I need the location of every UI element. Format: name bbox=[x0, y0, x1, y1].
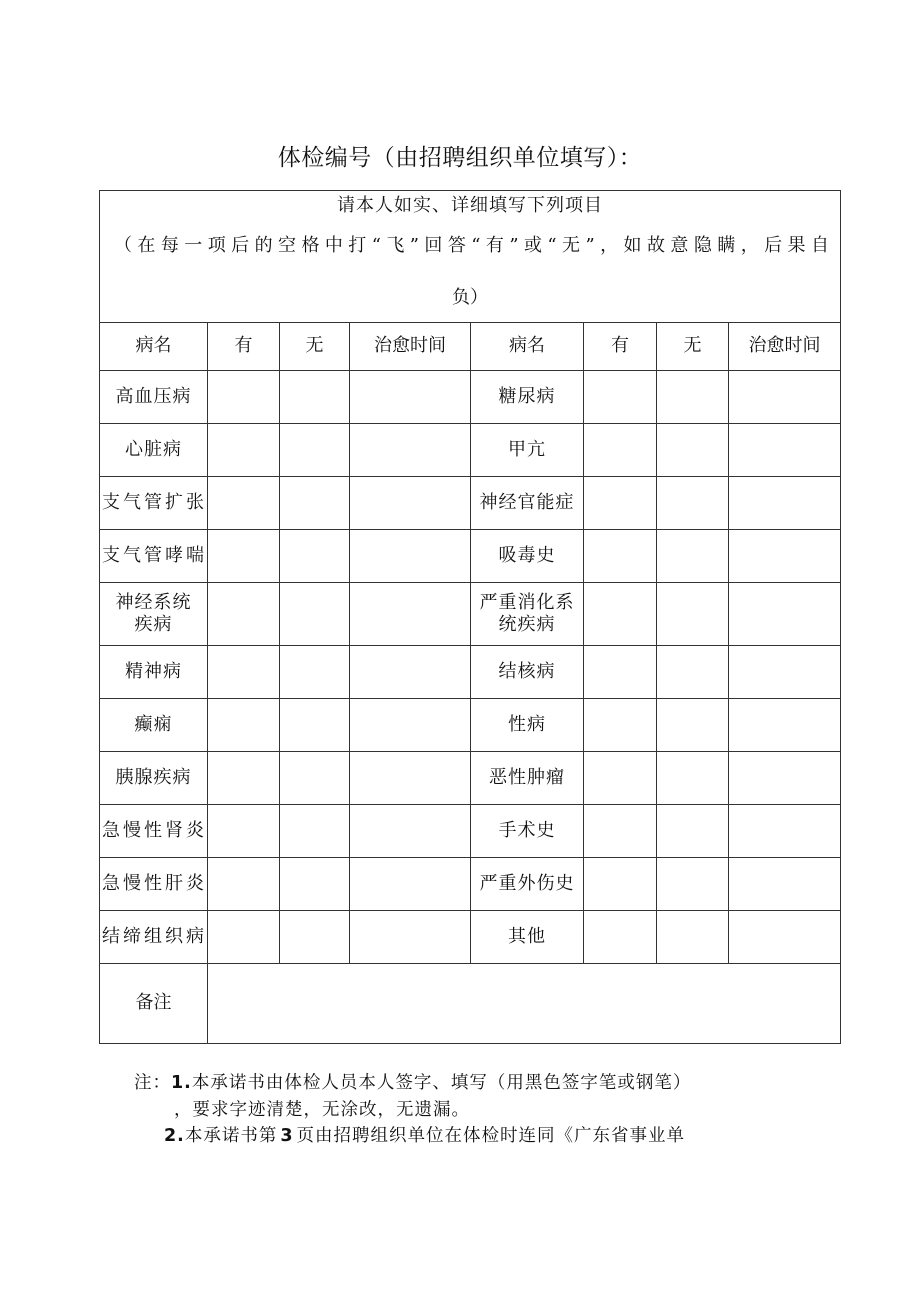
disease-name-left: 支气管扩张 bbox=[100, 477, 208, 530]
yes-cell[interactable] bbox=[584, 583, 657, 646]
no-cell[interactable] bbox=[657, 911, 729, 964]
disease-name-right: 性病 bbox=[471, 699, 584, 752]
disease-name-left: 神经系统疾病 bbox=[100, 583, 208, 646]
no-cell[interactable] bbox=[280, 752, 350, 805]
yes-cell[interactable] bbox=[584, 699, 657, 752]
disease-name-left: 癫痫 bbox=[100, 699, 208, 752]
header-yes-left: 有 bbox=[208, 323, 280, 371]
yes-cell[interactable] bbox=[584, 530, 657, 583]
no-cell[interactable] bbox=[280, 699, 350, 752]
no-cell[interactable] bbox=[280, 424, 350, 477]
no-cell[interactable] bbox=[280, 858, 350, 911]
note-2-page-number: 3 bbox=[280, 1126, 294, 1146]
cure-time-cell[interactable] bbox=[350, 646, 471, 699]
health-declaration-table bbox=[99, 190, 841, 1044]
yes-cell[interactable] bbox=[208, 477, 280, 530]
table-row bbox=[100, 805, 841, 858]
yes-cell[interactable] bbox=[584, 424, 657, 477]
remark-row bbox=[100, 964, 841, 1044]
note-2-text-a: 本承诺书第 bbox=[184, 1126, 278, 1146]
disease-name-right: 糖尿病 bbox=[471, 371, 584, 424]
cure-time-cell[interactable] bbox=[729, 699, 841, 752]
header-yes-right: 有 bbox=[584, 323, 657, 371]
header-no-left: 无 bbox=[280, 323, 350, 371]
remark-field[interactable] bbox=[208, 964, 841, 1044]
disease-name-right: 神经官能症 bbox=[471, 477, 584, 530]
instructions-line-3: 负） bbox=[452, 287, 488, 308]
no-cell[interactable] bbox=[280, 477, 350, 530]
yes-cell[interactable] bbox=[208, 530, 280, 583]
disease-name-left: 支气管哮喘 bbox=[100, 530, 208, 583]
table-row bbox=[100, 424, 841, 477]
cure-time-cell[interactable] bbox=[729, 805, 841, 858]
cure-time-cell[interactable] bbox=[729, 646, 841, 699]
no-cell[interactable] bbox=[657, 583, 729, 646]
disease-name-right: 其他 bbox=[471, 911, 584, 964]
yes-cell[interactable] bbox=[584, 911, 657, 964]
no-cell[interactable] bbox=[657, 805, 729, 858]
table-row bbox=[100, 530, 841, 583]
yes-cell[interactable] bbox=[584, 805, 657, 858]
no-cell[interactable] bbox=[280, 646, 350, 699]
table-row bbox=[100, 646, 841, 699]
table-row bbox=[100, 699, 841, 752]
yes-cell[interactable] bbox=[208, 752, 280, 805]
table-row bbox=[100, 858, 841, 911]
yes-cell[interactable] bbox=[208, 699, 280, 752]
table-row bbox=[100, 583, 841, 646]
no-cell[interactable] bbox=[657, 752, 729, 805]
disease-name-right: 恶性肿瘤 bbox=[471, 752, 584, 805]
cure-time-cell[interactable] bbox=[729, 530, 841, 583]
cure-time-cell[interactable] bbox=[729, 858, 841, 911]
remark-label: 备注 bbox=[100, 964, 208, 1044]
instructions-line-2: （在每一项后的空格中打“飞”回答“有”或“无”，如故意隐瞒，后果自 bbox=[114, 235, 830, 256]
disease-name-right: 吸毒史 bbox=[471, 530, 584, 583]
no-cell[interactable] bbox=[280, 911, 350, 964]
table-row bbox=[100, 371, 841, 424]
cure-time-cell[interactable] bbox=[729, 424, 841, 477]
yes-cell[interactable] bbox=[208, 911, 280, 964]
note-2 bbox=[164, 1123, 685, 1150]
cure-time-cell[interactable] bbox=[350, 583, 471, 646]
cure-time-cell[interactable] bbox=[729, 371, 841, 424]
no-cell[interactable] bbox=[657, 699, 729, 752]
disease-name-left: 结缔组织病 bbox=[100, 911, 208, 964]
disease-name-left: 胰腺疾病 bbox=[100, 752, 208, 805]
disease-name-right: 严重消化系统疾病 bbox=[471, 583, 584, 646]
note-1-continuation: ，要求字迹清楚，无涂改，无遗漏。 bbox=[174, 1100, 470, 1120]
table-row bbox=[100, 752, 841, 805]
disease-name-left: 心脏病 bbox=[100, 424, 208, 477]
page-title: 体检编号（由招聘组织单位填写）： bbox=[277, 145, 643, 171]
header-disease-left: 病名 bbox=[100, 323, 208, 371]
table-row bbox=[100, 911, 841, 964]
cure-time-cell[interactable] bbox=[350, 371, 471, 424]
no-cell[interactable] bbox=[657, 477, 729, 530]
notes-prefix: 注： bbox=[134, 1073, 171, 1093]
yes-cell[interactable] bbox=[208, 371, 280, 424]
cure-time-cell[interactable] bbox=[350, 805, 471, 858]
disease-name-right: 严重外伤史 bbox=[471, 858, 584, 911]
cure-time-cell[interactable] bbox=[350, 699, 471, 752]
table-row bbox=[100, 477, 841, 530]
yes-cell[interactable] bbox=[208, 646, 280, 699]
cure-time-cell[interactable] bbox=[350, 911, 471, 964]
yes-cell[interactable] bbox=[208, 424, 280, 477]
cure-time-cell[interactable] bbox=[350, 858, 471, 911]
no-cell[interactable] bbox=[657, 858, 729, 911]
note-1-number: 1. bbox=[171, 1073, 192, 1093]
cure-time-cell[interactable] bbox=[729, 911, 841, 964]
no-cell[interactable] bbox=[657, 646, 729, 699]
header-disease-right: 病名 bbox=[471, 323, 584, 371]
yes-cell[interactable] bbox=[584, 371, 657, 424]
disease-name-left: 高血压病 bbox=[100, 371, 208, 424]
no-cell[interactable] bbox=[280, 530, 350, 583]
cure-time-cell[interactable] bbox=[729, 752, 841, 805]
header-no-right: 无 bbox=[657, 323, 729, 371]
no-cell[interactable] bbox=[280, 371, 350, 424]
yes-cell[interactable] bbox=[584, 477, 657, 530]
note-2-text-b: 页由招聘组织单位在体检时连同《广东省事业单 bbox=[296, 1126, 686, 1146]
yes-cell[interactable] bbox=[584, 646, 657, 699]
cure-time-cell[interactable] bbox=[729, 477, 841, 530]
no-cell[interactable] bbox=[280, 805, 350, 858]
header-row bbox=[100, 323, 841, 371]
note-1-text: 本承诺书由体检人员本人签字、填写（用黑色签字笔或钢笔） bbox=[191, 1073, 692, 1093]
disease-name-left: 精神病 bbox=[100, 646, 208, 699]
yes-cell[interactable] bbox=[584, 752, 657, 805]
header-cure-time-right: 治愈时间 bbox=[729, 323, 841, 371]
disease-name-left: 急慢性肝炎 bbox=[100, 858, 208, 911]
no-cell[interactable] bbox=[657, 371, 729, 424]
instructions-line-1: 请本人如实、详细填写下列项目 bbox=[337, 195, 603, 216]
header-cure-time-left: 治愈时间 bbox=[350, 323, 471, 371]
cure-time-cell[interactable] bbox=[350, 752, 471, 805]
disease-name-right: 手术史 bbox=[471, 805, 584, 858]
yes-cell[interactable] bbox=[584, 858, 657, 911]
cure-time-cell[interactable] bbox=[350, 424, 471, 477]
disease-name-left: 急慢性肾炎 bbox=[100, 805, 208, 858]
no-cell[interactable] bbox=[657, 530, 729, 583]
no-cell[interactable] bbox=[657, 424, 729, 477]
yes-cell[interactable] bbox=[208, 858, 280, 911]
cure-time-cell[interactable] bbox=[350, 477, 471, 530]
note-2-number: 2. bbox=[164, 1126, 185, 1146]
no-cell[interactable] bbox=[280, 583, 350, 646]
yes-cell[interactable] bbox=[208, 805, 280, 858]
yes-cell[interactable] bbox=[208, 583, 280, 646]
disease-name-right: 结核病 bbox=[471, 646, 584, 699]
disease-name-right: 甲亢 bbox=[471, 424, 584, 477]
cure-time-cell[interactable] bbox=[350, 530, 471, 583]
instructions-cell bbox=[100, 191, 841, 323]
cure-time-cell[interactable] bbox=[729, 583, 841, 646]
note-1 bbox=[134, 1070, 691, 1097]
